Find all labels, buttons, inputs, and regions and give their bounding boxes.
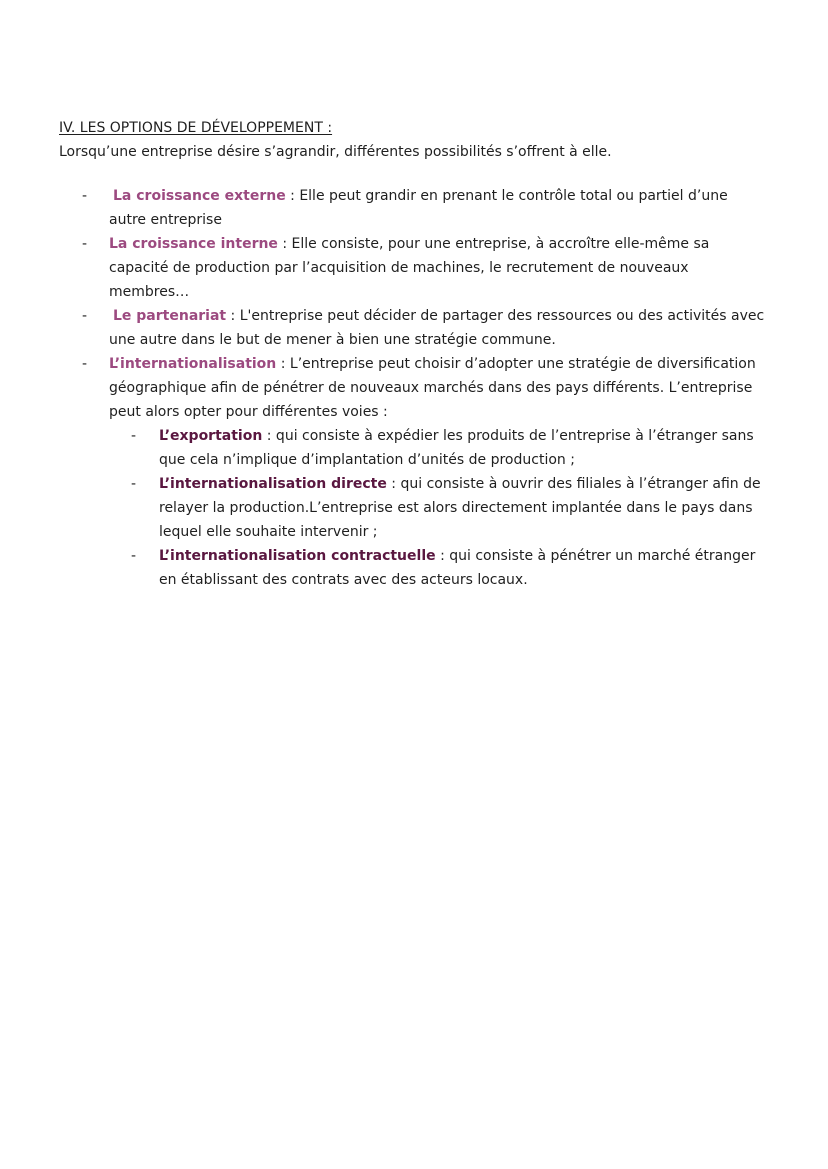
- bullet-dash: -: [131, 476, 137, 492]
- subitem-text: : qui consiste à ouvrir des filiales à l’étranger afin de relayer la production.L’entreprise est alors directement implantée dans le pays dans lequel elle souhaite intervenir ;: [159, 476, 761, 540]
- sublist-item-internationalisation-contractuelle: [109, 544, 767, 592]
- list-item-croissance-externe: [59, 184, 767, 232]
- term-croissance-externe: La croissance externe: [113, 188, 286, 204]
- list-item-croissance-interne: [59, 232, 767, 304]
- section-title: IV. LES OPTIONS DE DÉVELOPPEMENT :: [59, 120, 333, 136]
- term-croissance-interne: La croissance interne: [109, 236, 278, 252]
- term-internationalisation: L’internationalisation: [109, 356, 277, 372]
- term-partenariat: Le partenariat: [113, 308, 227, 324]
- document-content: [59, 118, 767, 592]
- internationalisation-sublist: [109, 424, 767, 592]
- bullet-dash: -: [82, 356, 88, 372]
- item-text: : Elle peut grandir en prenant le contrôle total ou partiel d’une autre entreprise: [109, 188, 728, 228]
- bullet-dash: -: [131, 428, 137, 444]
- section-intro: Lorsqu’une entreprise désire s’agrandir, différentes possibilités s’offrent à elle.: [59, 144, 612, 160]
- list-item-partenariat: [59, 304, 767, 352]
- bullet-dash: -: [82, 188, 88, 204]
- sublist-item-exportation: [109, 424, 767, 472]
- subitem-text: : qui consiste à pénétrer un marché étranger en établissant des contrats avec des acteurs locaux.: [159, 548, 756, 588]
- bullet-dash: -: [82, 308, 88, 324]
- term-exportation: L’exportation: [159, 428, 263, 444]
- sublist-item-internationalisation-directe: [109, 472, 767, 544]
- item-text: : L'entreprise peut décider de partager des ressources ou des activités avec une autre dans le but de mener à bien une stratégie commune.: [109, 308, 765, 348]
- term-internationalisation-contractuelle: L’internationalisation contractuelle: [159, 548, 436, 564]
- bullet-dash: -: [82, 236, 88, 252]
- term-internationalisation-directe: L’internationalisation directe: [159, 476, 387, 492]
- item-text: : Elle consiste, pour une entreprise, à accroître elle-même sa capacité de production par l’acquisition de machines, le recrutement de nouveaux membres…: [109, 236, 710, 300]
- list-item-internationalisation: [59, 352, 767, 592]
- subitem-text: : qui consiste à expédier les produits de l’entreprise à l’étranger sans que cela n’implique d’implantation d’unités de production ;: [159, 428, 754, 468]
- item-text: : L’entreprise peut choisir d’adopter une stratégie de diversification géographique afin de pénétrer de nouveaux marchés dans des pays différents. L’entreprise peut alors opter pour différentes voies :: [109, 356, 756, 420]
- development-options-list: [59, 184, 767, 592]
- bullet-dash: -: [131, 548, 137, 564]
